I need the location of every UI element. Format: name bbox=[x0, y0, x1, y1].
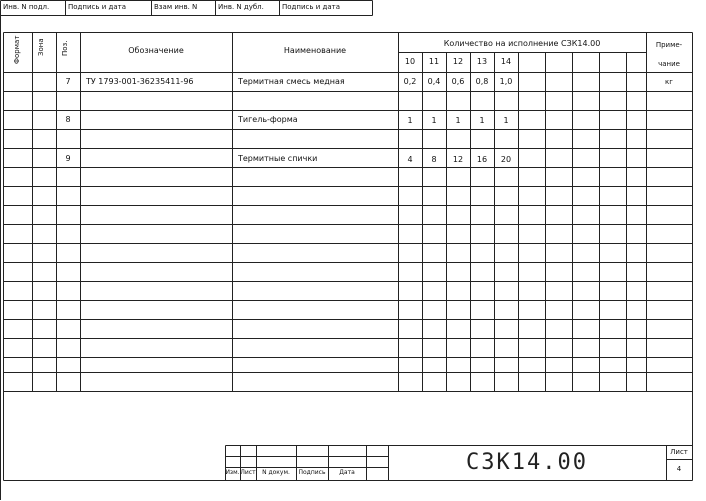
document-code: СЗК14.00 bbox=[466, 450, 588, 475]
sheet-label: Лист bbox=[670, 448, 688, 456]
podpis-data-label-1: Подпись и дата bbox=[68, 3, 126, 11]
row-qty: 8 bbox=[431, 155, 437, 164]
row-qty: 0,4 bbox=[427, 77, 441, 86]
variant-header: 10 bbox=[404, 57, 416, 66]
row-qty: 1 bbox=[407, 116, 413, 125]
sheet-number: 4 bbox=[676, 465, 682, 473]
inv-podl-label: Инв. N подл. bbox=[3, 3, 50, 11]
variant-header: 13 bbox=[476, 57, 488, 66]
variant-header: 11 bbox=[428, 57, 440, 66]
row-qty: 1 bbox=[479, 116, 485, 125]
variant-header: 12 bbox=[452, 57, 464, 66]
row-qty: 1 bbox=[455, 116, 461, 125]
tb-podpis-label: Подпись bbox=[298, 469, 326, 476]
row-qty: 4 bbox=[407, 155, 413, 164]
row-oboznachenie: ТУ 1793-001-36235411-96 bbox=[86, 77, 194, 86]
tb-n-dokum-label: N докум. bbox=[262, 469, 290, 476]
row-qty: 0,6 bbox=[451, 77, 465, 86]
row-qty: 1 bbox=[431, 116, 437, 125]
row-qty: 1,0 bbox=[499, 77, 513, 86]
row-qty: 20 bbox=[500, 155, 512, 164]
row-poz: 8 bbox=[65, 115, 71, 124]
row-qty: 0,2 bbox=[403, 77, 417, 86]
row-qty: 16 bbox=[476, 155, 488, 164]
vzam-inv-label: Взам инв. N bbox=[154, 3, 198, 11]
row-qty: 12 bbox=[452, 155, 464, 164]
tb-list-label: Лист bbox=[240, 469, 256, 476]
row-poz: 7 bbox=[65, 77, 71, 86]
row-naimenovanie: Термитная смесь медная bbox=[238, 77, 345, 86]
header-kolichestvo: Количество на исполнение СЗК14.00 bbox=[443, 39, 601, 48]
row-qty: 1 bbox=[503, 116, 509, 125]
row-prim: кг bbox=[665, 78, 673, 86]
header-prim-2: чание bbox=[658, 60, 680, 68]
podpis-data-label-2: Подпись и дата bbox=[282, 3, 340, 11]
tb-data-label: Дата bbox=[339, 469, 355, 476]
header-naimenovanie: Наименование bbox=[283, 46, 347, 55]
header-prim-1: Приме- bbox=[655, 41, 683, 49]
row-naimenovanie: Тигель-форма bbox=[238, 115, 298, 124]
header-format: Формат bbox=[13, 35, 21, 64]
variant-header: 14 bbox=[500, 57, 512, 66]
row-qty: 0,8 bbox=[475, 77, 489, 86]
header-poz: Поз. bbox=[61, 40, 69, 56]
header-zona: Зона bbox=[37, 38, 45, 56]
row-naimenovanie: Термитные спички bbox=[238, 154, 318, 163]
tb-izm-label: Изм. bbox=[225, 469, 240, 476]
header-oboznachenie: Обозначение bbox=[128, 46, 184, 55]
row-poz: 9 bbox=[65, 154, 71, 163]
inv-dubl-label: Инв. N дубл. bbox=[218, 3, 264, 11]
